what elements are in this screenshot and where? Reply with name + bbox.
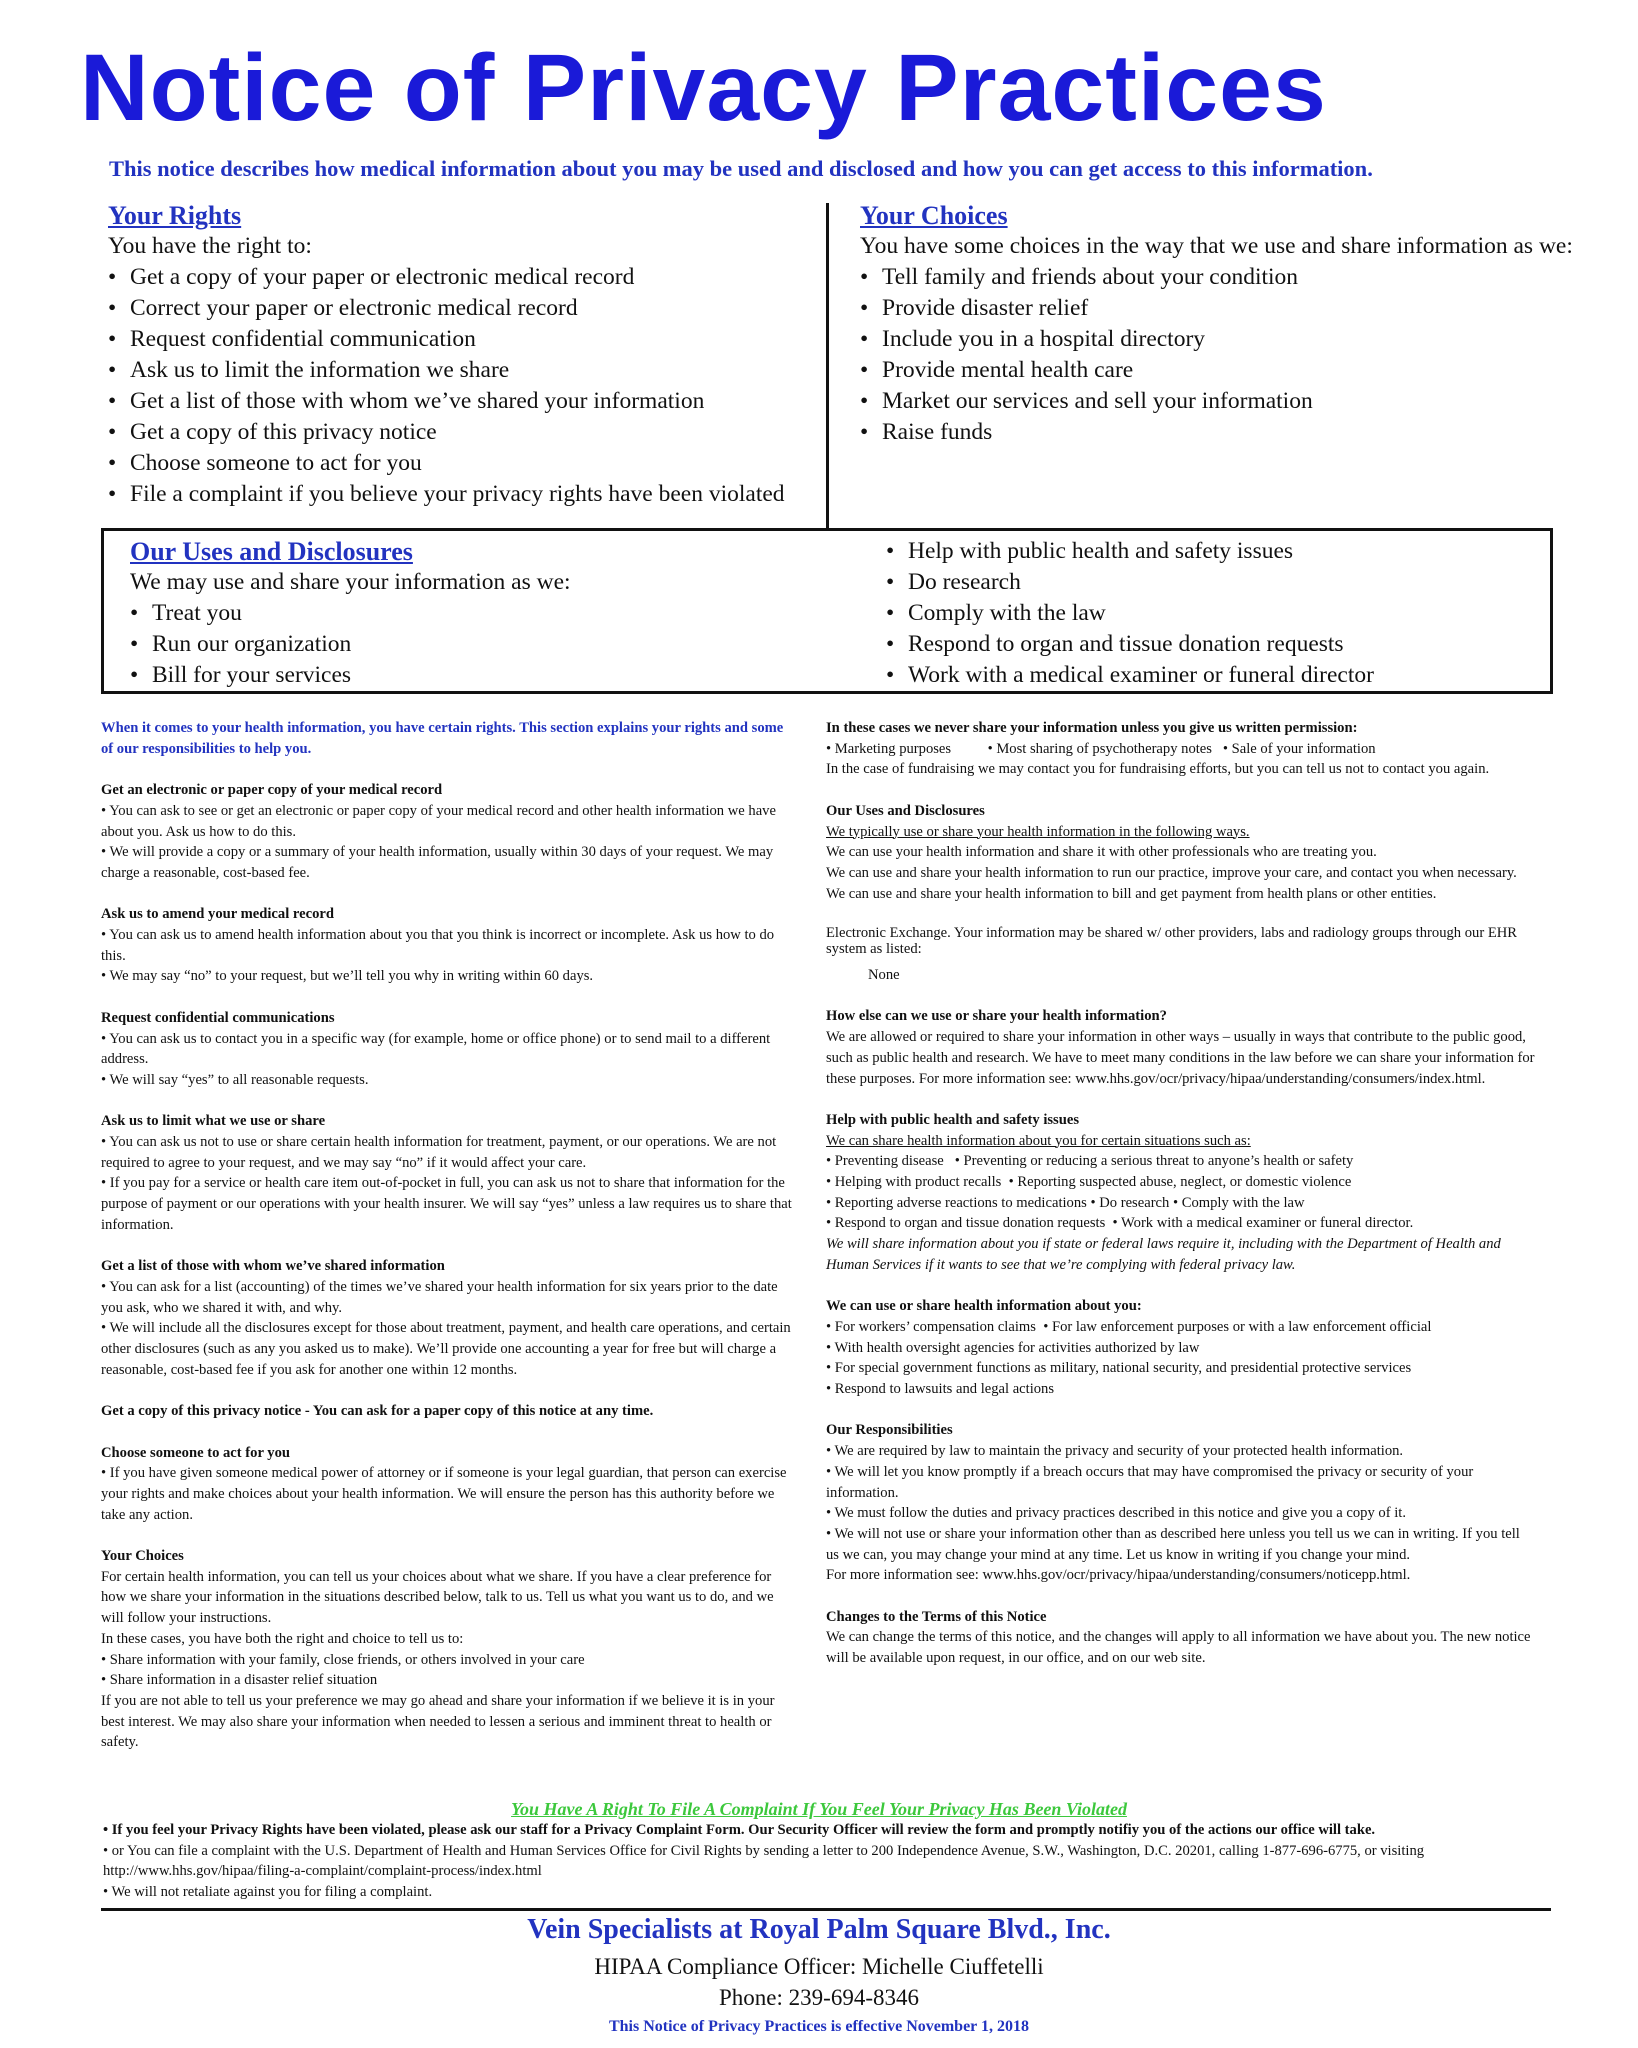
paragraph: For more information see: www.hhs.gov/ocr/privacy/hipaa/understanding/consumers/noticepp.html. (826, 1567, 1411, 1584)
responsibilities-heading: Our Responsibilities (826, 1422, 953, 1439)
your-choices-heading: Your Choices (860, 201, 1008, 230)
complaint-heading: You Have A Right To File A Complaint If You Feel Your Privacy Has Been Violated (511, 1799, 1127, 1819)
paragraph: We can use and share your health information to run our practice, improve your care, and contact you when necessary. (826, 864, 1517, 881)
paragraph: We are allowed or required to share your information in other ways – usually in ways that contribute to the public good, such as public health and research. We have to meet many conditions in the law before we can share your information for these purposes. For more information see: www.hhs.gov/ocr/privacy/hipaa/understanding/consumers/index.html. (826, 1029, 1535, 1087)
confidential-comm-heading: Request confidential communications (101, 1009, 335, 1026)
paragraph: • You can ask us not to use or share certain health information for treatment, payment, or our operations. We are not required to agree to your request, and we may say “no” if it would affect your care. (101, 1134, 777, 1171)
paragraph: • Preventing disease • Preventing or reducing a serious threat to anyone’s health or safety (826, 1153, 1354, 1170)
paragraph: • We will include all the disclosures except for those about treatment, payment, and health care operations, and certain other disclosures (such as any you asked us to make). We’ll provide one accounting a year for free but will charge a reasonable, cost-based fee if you ask for another one within 12 months. (101, 1320, 791, 1378)
list-item: • File a complaint if you believe your privacy rights have been violated (108, 479, 828, 510)
uses-detail-heading: Our Uses and Disclosures (826, 802, 985, 819)
page-subtitle: This notice describes how medical information about you may be used and disclosed and how you can get access to this information. (109, 156, 1373, 181)
copy-notice-line: Get a copy of this privacy notice - You can ask for a paper copy of this notice at any time. (101, 1403, 654, 1420)
list-item: • Bill for your services (130, 660, 830, 691)
paragraph: • If you pay for a service or health care item out-of-pocket in full, you can ask us not to share that information for the purpose of payment or our operations with your health insurer. We will say “yes” unless a law requires us to share that information. (101, 1175, 792, 1233)
details-left-column (101, 718, 796, 1753)
list-item: • Do research (886, 567, 1546, 598)
page-title: Notice of Privacy Practices (80, 35, 1327, 141)
paragraph: • Share information with your family, close friends, or others involved in your care (101, 1651, 585, 1668)
list-item: • Work with a medical examiner or funeral director (886, 660, 1546, 691)
list-item: • Correct your paper or electronic medical record (108, 293, 828, 324)
public-health-subheading: We can share health information about you for certain situations such as: (826, 1132, 1251, 1149)
paragraph: • We will not retaliate against you for filing a complaint. (103, 1884, 433, 1901)
list-item: • Run our organization (130, 629, 830, 660)
complaint-section (103, 1820, 1573, 1903)
list-item: • Provide mental health care (860, 355, 1580, 386)
paragraph: • You can ask us to contact you in a specific way (for example, home or office phone) or to send mail to a different address. (101, 1030, 771, 1068)
uses-disclosures-right (886, 536, 1546, 691)
uses-detail-subheading: We typically use or share your health information in the following ways. (826, 823, 1250, 840)
paragraph: • We are required by law to maintain the privacy and security of your protected health information. (826, 1443, 1404, 1460)
paragraph: We can change the terms of this notice, and the changes will apply to all information we have about you. The new notice will be available upon request, in our office, and on our web site. (826, 1629, 1531, 1667)
paragraph: For certain health information, you can tell us your choices about what we share. If you have a clear preference for how we share your information in the situations described below, talk to us. Tell us what you want us to do, and we will follow your instructions. (101, 1568, 774, 1627)
list-item: • Provide disaster relief (860, 293, 1580, 324)
paragraph: • We will say “yes” to all reasonable requests. (101, 1071, 369, 1088)
list-item: • Comply with the law (886, 598, 1546, 629)
electronic-exchange-text: Electronic Exchange. Your information may be shared w/ other providers, labs and radiology groups through our EHR system as listed: (826, 925, 1518, 957)
electronic-exchange-value: None (868, 967, 900, 983)
paragraph: • Marketing purposes • Most sharing of psychotherapy notes • Sale of your information (826, 740, 1376, 757)
paragraph: We will share information about you if state or federal laws require it, including with the Department of Health and Human Services if it wants to see that we’re complying with federal privacy law. (826, 1236, 1501, 1273)
paragraph: In these cases, you have both the right and choice to tell us to: (101, 1630, 464, 1647)
paragraph: We can use your health information and share it with other professionals who are treating you. (826, 844, 1377, 861)
your-choices-intro: You have some choices in the way that we use and share information as we: (860, 233, 1573, 259)
details-right-column (826, 718, 1536, 1669)
public-health-heading: Help with public health and safety issues (826, 1111, 1080, 1128)
uses-disclosures-heading: Our Uses and Disclosures (130, 537, 413, 566)
list-item: • Treat you (130, 598, 830, 629)
list-item: • Respond to organ and tissue donation requests (886, 629, 1546, 660)
paragraph: • You can ask for a list (accounting) of the times we’ve shared your health information for six years prior to the date you ask, who we shared it with, and why. (101, 1278, 778, 1316)
paragraph: • We will not use or share your information other than as described here unless you tell us we can in writing. If you tell us we can, you may change your mind at any time. Let us know in writing if you change your mind. (826, 1525, 1520, 1563)
your-rights-intro: You have the right to: (108, 233, 312, 259)
paragraph: • For workers’ compensation claims • For law enforcement purposes or with a law enforcement official (826, 1318, 1432, 1335)
list-item: • Request confidential communication (108, 324, 828, 355)
paragraph: • Share information in a disaster relief situation (101, 1672, 378, 1689)
footer-divider (101, 1908, 1551, 1911)
list-item: • Tell family and friends about your condition (860, 262, 1580, 293)
your-choices-list (860, 262, 1580, 448)
amend-record-heading: Ask us to amend your medical record (101, 906, 334, 923)
copy-record-heading: Get an electronic or paper copy of your medical record (101, 782, 443, 799)
your-choices-section (860, 200, 1580, 448)
paragraph: • Respond to lawsuits and legal actions (826, 1381, 1055, 1398)
paragraph: • You can ask to see or get an electronic or paper copy of your medical record and other health information we have about you. Ask us how to do this. (101, 802, 776, 840)
paragraph: • We will provide a copy or a summary of your health information, usually within 30 days of your request. We may charge a reasonable, cost-based fee. (101, 844, 774, 881)
uses-disclosures-intro: We may use and share your information as we: (130, 569, 571, 595)
list-item: • Market our services and sell your information (860, 386, 1580, 417)
paragraph: • or You can file a complaint with the U.S. Department of Health and Human Services Office for Civil Rights by sending a letter to 200 Independence Avenue, S.W., Washington, D.C. 20201, calling 1-877-696-6775, or visiting http://www.hhs.gov/hipaa/filing-a-complaint/complaint-process/index.html (103, 1842, 1425, 1880)
paragraph: • With health oversight agencies for activities authorized by law (826, 1339, 1200, 1356)
paragraph: • Reporting adverse reactions to medications • Do research • Comply with the law (826, 1194, 1305, 1211)
list-item: • Raise funds (860, 417, 1580, 448)
list-item: • Include you in a hospital directory (860, 324, 1580, 355)
never-share-heading: In these cases we never share your information unless you give us written permission: (826, 720, 1358, 736)
paragraph: If you are not able to tell us your preference we may go ahead and share your information if we believe it is in your best interest. We may also share your information when needed to lessen a serious and imminent threat to health or safety. (101, 1692, 775, 1751)
paragraph: • If you feel your Privacy Rights have been violated, please ask our staff for a Privacy Complaint Form. Our Security Officer will review the form and promptly notifiy you of the actions our office will take. (103, 1822, 1376, 1838)
paragraph: • For special government functions as military, national security, and presidential protective services (826, 1360, 1412, 1377)
your-rights-list (108, 262, 828, 510)
paragraph: In the case of fundraising we may contact you for fundraising efforts, but you can tell us not to contact you again. (826, 761, 1490, 778)
paragraph: • If you have given someone medical power of attorney or if someone is your legal guardian, that person can exercise your rights and make choices about your health information. We will ensure the person has this authority before we take any action. (101, 1465, 787, 1523)
changes-heading: Changes to the Terms of this Notice (826, 1608, 1047, 1625)
paragraph: • We may say “no” to your request, but we’ll tell you why in writing within 60 days. (101, 968, 594, 985)
your-rights-section (108, 200, 828, 510)
list-item: • Get a copy of this privacy notice (108, 417, 828, 448)
paragraph: • Respond to organ and tissue donation requests • Work with a medical examiner or funeral director. (826, 1215, 1414, 1232)
your-choices-detail-heading: Your Choices (101, 1548, 184, 1564)
phone-number: Phone: 239-694-8346 (719, 1985, 919, 2010)
how-else-heading: How else can we use or share your health information? (826, 1008, 1167, 1025)
paragraph: • You can ask us to amend health information about you that you think is incorrect or incomplete. Ask us how to do this. (101, 927, 775, 964)
column-divider (826, 203, 829, 529)
effective-date: This Notice of Privacy Practices is effective November 1, 2018 (608, 2018, 1029, 2035)
list-item: • Help with public health and safety issues (886, 536, 1546, 567)
rights-detail-intro: When it comes to your health information, you have certain rights. This section explains your rights and some of our responsibilities to help you. (101, 720, 784, 757)
list-item: • Get a list of those with whom we’ve shared your information (108, 386, 828, 417)
choose-someone-heading: Choose someone to act for you (101, 1444, 291, 1461)
uses-right-list (886, 536, 1546, 691)
paragraph: We can use and share your health information to bill and get payment from health plans or other entities. (826, 885, 1437, 902)
list-item: • Get a copy of your paper or electronic medical record (108, 262, 828, 293)
paragraph: • Helping with product recalls • Reporting suspected abuse, neglect, or domestic violence (826, 1174, 1352, 1190)
compliance-officer: HIPAA Compliance Officer: Michelle Ciuffetelli (594, 1954, 1044, 1979)
uses-disclosures-left (130, 536, 830, 691)
limit-share-heading: Ask us to limit what we use or share (101, 1113, 326, 1130)
list-item: • Choose someone to act for you (108, 448, 828, 479)
your-rights-heading: Your Rights (108, 201, 242, 230)
company-name: Vein Specialists at Royal Palm Square Blvd., Inc. (527, 1914, 1111, 1945)
use-share-heading: We can use or share health information about you: (826, 1298, 1142, 1315)
paragraph: • We will let you know promptly if a breach occurs that may have compromised the privacy or security of your information. (826, 1463, 1474, 1501)
shared-list-heading: Get a list of those with whom we’ve shared information (101, 1258, 445, 1275)
list-item: • Ask us to limit the information we share (108, 355, 828, 386)
paragraph: • We must follow the duties and privacy practices described in this notice and give you a copy of it. (826, 1505, 1406, 1522)
uses-left-list (130, 598, 830, 691)
